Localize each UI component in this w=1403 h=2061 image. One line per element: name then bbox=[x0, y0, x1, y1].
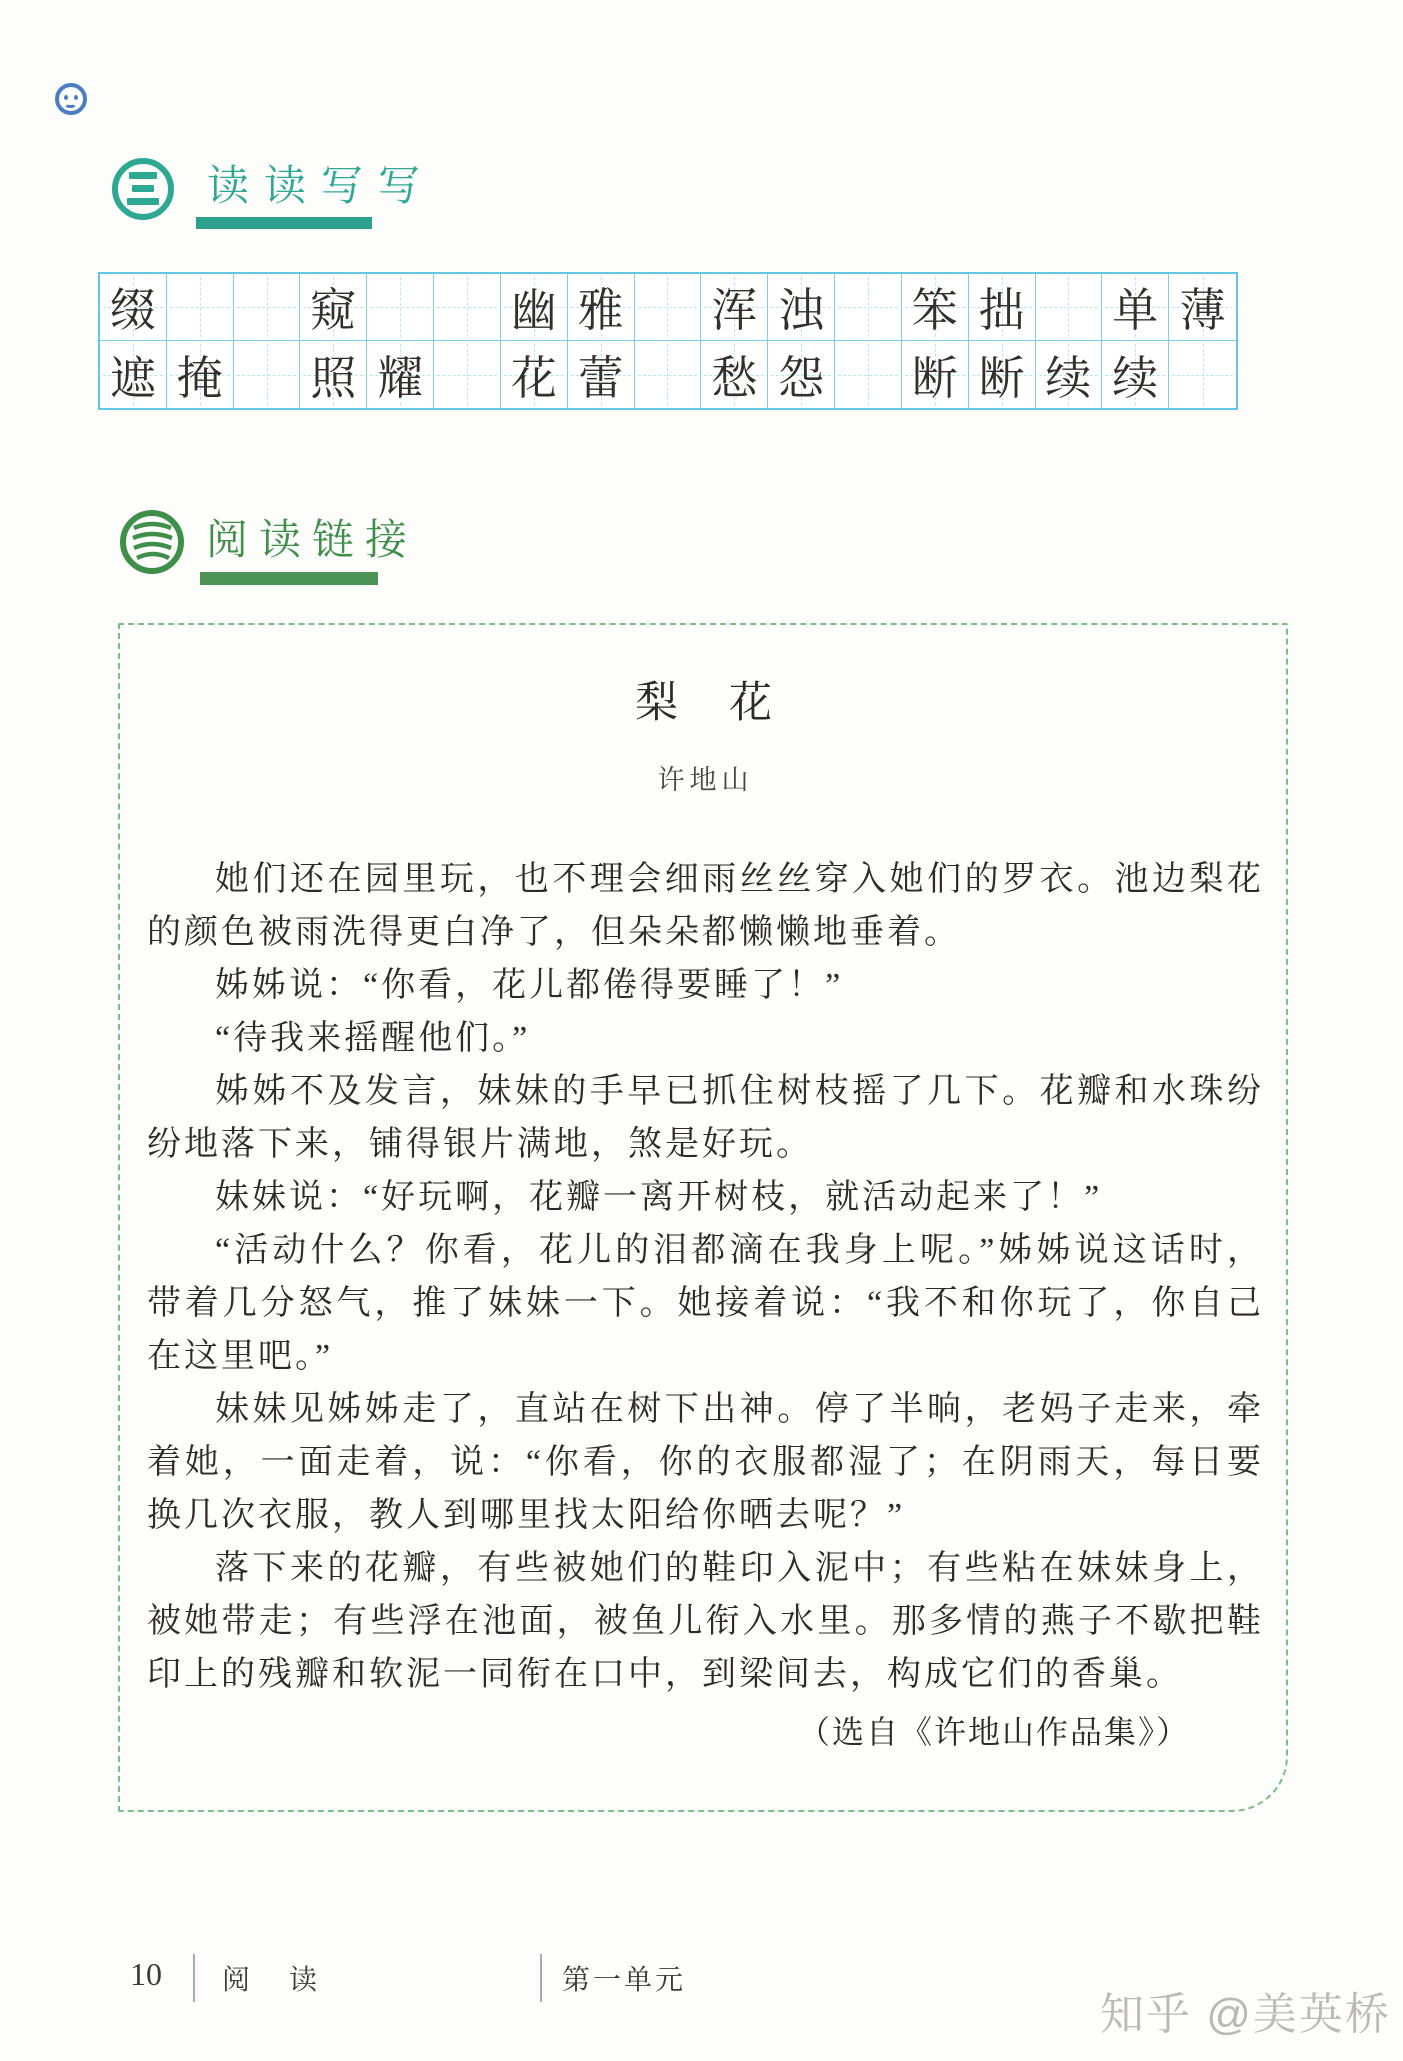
grid-char: 浑 bbox=[711, 285, 758, 336]
grid-char: 照 bbox=[310, 352, 357, 404]
word-practice-grid bbox=[98, 272, 1238, 410]
grid-char: 花 bbox=[510, 352, 557, 404]
grid-char: 怨 bbox=[778, 352, 825, 404]
grid-cell bbox=[501, 274, 568, 341]
grid-cell bbox=[568, 341, 635, 408]
footer-section-label: 阅 读 bbox=[222, 1965, 334, 1996]
article-paragraph: “待我来摇醒他们。” bbox=[215, 1020, 531, 1057]
watermark: 知乎 @美英桥 bbox=[1100, 1990, 1391, 2039]
grid-cell bbox=[501, 341, 568, 408]
grid-char: 幽 bbox=[510, 285, 557, 336]
grid-cell bbox=[167, 341, 234, 408]
grid-char: 掩 bbox=[176, 352, 223, 404]
grid-char: 续 bbox=[1045, 352, 1092, 404]
reading-link-box bbox=[118, 623, 1288, 1812]
grid-cell bbox=[969, 274, 1036, 341]
grid-cell bbox=[835, 274, 902, 341]
grid-cell bbox=[100, 341, 167, 408]
grid-cell bbox=[234, 341, 301, 408]
grid-cell bbox=[1036, 274, 1103, 341]
grid-cell bbox=[701, 341, 768, 408]
footer-divider bbox=[193, 1954, 195, 2002]
article-paragraph: “活动什么？你看，花儿的泪都滴在我身上呢。”姊姊说这话时，带着几分怒气，推了妹妹一下。她接着说：“我不和你玩了，你自己在这里吧。” bbox=[147, 1232, 1264, 1375]
grid-cell bbox=[367, 274, 434, 341]
grid-char: 单 bbox=[1112, 285, 1159, 336]
article-paragraph: 姊姊说：“你看，花儿都倦得要睡了！” bbox=[215, 967, 844, 1004]
grid-cell bbox=[1169, 341, 1236, 408]
smiley-face-icon bbox=[55, 83, 87, 115]
grid-cell bbox=[635, 274, 702, 341]
grid-cell bbox=[234, 274, 301, 341]
grid-char: 拙 bbox=[978, 285, 1025, 336]
grid-cell bbox=[902, 274, 969, 341]
section-title-read-write: 读读写写 bbox=[207, 164, 436, 210]
grid-cell bbox=[167, 274, 234, 341]
section-underline bbox=[196, 217, 372, 229]
grid-cell bbox=[1102, 274, 1169, 341]
grid-cell bbox=[100, 274, 167, 341]
article-paragraph: 姊姊不及发言，妹妹的手早已抓住树枝摇了几下。花瓣和水珠纷纷地落下来，铺得银片满地，煞是好玩。 bbox=[147, 1073, 1264, 1163]
grid-cell bbox=[635, 341, 702, 408]
grid-cell bbox=[902, 341, 969, 408]
grid-char: 续 bbox=[1112, 352, 1159, 404]
icon-bar bbox=[127, 198, 159, 205]
section-underline bbox=[200, 572, 378, 585]
grid-cell bbox=[768, 274, 835, 341]
icon-bar bbox=[132, 185, 154, 192]
list-lines-icon bbox=[112, 158, 174, 220]
grid-char: 断 bbox=[911, 352, 958, 404]
smiley-mouth bbox=[64, 100, 77, 108]
grid-cell bbox=[835, 341, 902, 408]
grid-cell bbox=[434, 341, 501, 408]
grid-char: 蕾 bbox=[577, 352, 624, 404]
grid-cell bbox=[1036, 341, 1103, 408]
icon-bar bbox=[129, 172, 157, 179]
grid-cell bbox=[701, 274, 768, 341]
grid-char: 遮 bbox=[109, 352, 156, 404]
grid-cell bbox=[969, 341, 1036, 408]
page-number: 10 bbox=[130, 1956, 162, 1992]
grid-char: 愁 bbox=[711, 352, 758, 404]
footer-divider bbox=[540, 1954, 542, 2002]
article-body bbox=[147, 853, 1264, 1701]
section-header-read-write bbox=[112, 158, 532, 238]
grid-cell bbox=[300, 341, 367, 408]
grid-cell bbox=[1169, 274, 1236, 341]
grid-cell bbox=[300, 274, 367, 341]
section-header-reading-link bbox=[120, 510, 540, 590]
grid-char: 断 bbox=[978, 352, 1025, 404]
smiley-eye-right bbox=[74, 95, 78, 100]
grid-cell bbox=[367, 341, 434, 408]
grid-char: 窥 bbox=[310, 285, 357, 336]
grid-cell bbox=[768, 341, 835, 408]
grid-char: 雅 bbox=[577, 285, 624, 336]
grid-char: 缀 bbox=[109, 285, 156, 336]
article-title: 梨 花 bbox=[635, 680, 776, 727]
book-waves-icon bbox=[120, 510, 184, 574]
article-paragraph: 她们还在园里玩，也不理会细雨丝丝穿入她们的罗衣。池边梨花的颜色被雨洗得更白净了，但朵朵都懒懒地垂着。 bbox=[147, 861, 1264, 951]
article-author: 许地山 bbox=[657, 765, 754, 795]
footer-unit-label: 第一单元 bbox=[562, 1965, 687, 1996]
grid-cell bbox=[568, 274, 635, 341]
grid-char: 耀 bbox=[377, 352, 424, 404]
article-paragraph: 妹妹见姊姊走了，直站在树下出神。停了半晌，老妈子走来，牵着她，一面走着，说：“你看，你的衣服都湿了；在阴雨天，每日要换几次衣服，教人到哪里找太阳给你晒去呢？” bbox=[147, 1391, 1264, 1534]
article-paragraph: 妹妹说：“好玩啊，花瓣一离开树枝，就活动起来了！” bbox=[215, 1179, 1103, 1216]
grid-char: 浊 bbox=[778, 285, 825, 336]
article-paragraph: 落下来的花瓣，有些被她们的鞋印入泥中；有些粘在妹妹身上，被她带走；有些浮在池面，被鱼儿衔入水里。那多情的燕子不歇把鞋印上的残瓣和软泥一同衔在口中，到梁间去，构成它们的香巢。 bbox=[147, 1550, 1264, 1693]
grid-char: 笨 bbox=[911, 285, 958, 336]
grid-cell bbox=[434, 274, 501, 341]
grid-char: 薄 bbox=[1179, 285, 1226, 336]
grid-cell bbox=[1102, 341, 1169, 408]
article-attribution: （选自《许地山作品集》） bbox=[797, 1714, 1190, 1750]
section-title-reading-link: 阅读链接 bbox=[206, 518, 419, 564]
